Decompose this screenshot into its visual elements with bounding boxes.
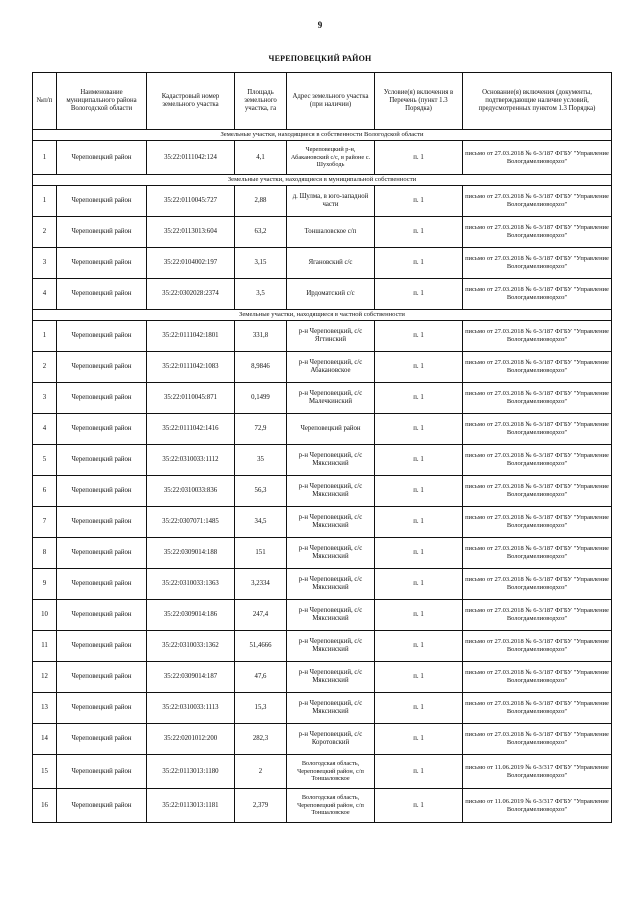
table-row	[33, 538, 612, 569]
cell-municipality: Череповецкий район	[57, 507, 147, 538]
section-title: Земельные участки, находящиеся в частной собственности	[33, 310, 612, 321]
cell-address: р-н Череповецкий, с/с Мяксинский	[287, 631, 375, 662]
table-row	[33, 662, 612, 693]
cell-address: Ягановский с/с	[287, 248, 375, 279]
cell-cadastral: 35:22:0110045:871	[147, 383, 235, 414]
table-row	[33, 141, 612, 175]
header-address: Адрес земельного участка (при наличии)	[287, 73, 375, 130]
cell-num: 14	[33, 724, 57, 755]
cell-condition: п. 1	[375, 383, 463, 414]
cell-municipality: Череповецкий район	[57, 755, 147, 789]
cell-cadastral: 35:22:0310033:1112	[147, 445, 235, 476]
cell-municipality: Череповецкий район	[57, 631, 147, 662]
cell-municipality: Череповецкий район	[57, 693, 147, 724]
cell-address: д. Шулма, в юго-западной части	[287, 186, 375, 217]
cell-address: Ирдоматский с/с	[287, 279, 375, 310]
cell-num: 8	[33, 538, 57, 569]
header-area: Площадь земельного участка, га	[235, 73, 287, 130]
cell-num: 11	[33, 631, 57, 662]
cell-basis: письмо от 11.06.2019 № 6-3/317 ФГБУ "Управление Вологдамелиоводхоз"	[463, 755, 612, 789]
cell-condition: п. 1	[375, 445, 463, 476]
cell-num: 13	[33, 693, 57, 724]
cell-municipality: Череповецкий район	[57, 321, 147, 352]
cell-area: 151	[235, 538, 287, 569]
cell-area: 56,3	[235, 476, 287, 507]
cell-cadastral: 35:22:0113013:1181	[147, 789, 235, 823]
cell-cadastral: 35:22:0111042:1083	[147, 352, 235, 383]
cell-area: 0,1499	[235, 383, 287, 414]
cell-basis: письмо от 27.03.2018 № 6-3/187 ФГБУ "Управление Вологдамелиоводхоз"	[463, 507, 612, 538]
cell-municipality: Череповецкий район	[57, 662, 147, 693]
cell-basis: письмо от 27.03.2018 № 6-3/187 ФГБУ "Управление Вологдамелиоводхоз"	[463, 476, 612, 507]
cell-num: 1	[33, 321, 57, 352]
cell-basis: письмо от 27.03.2018 № 6-3/187 ФГБУ "Управление Вологдамелиоводхоз"	[463, 724, 612, 755]
cell-area: 34,5	[235, 507, 287, 538]
header-num: №п/п	[33, 73, 57, 130]
cell-num: 10	[33, 600, 57, 631]
cell-address: Череповецкий район	[287, 414, 375, 445]
table-row	[33, 600, 612, 631]
cell-num: 6	[33, 476, 57, 507]
cell-cadastral: 35:22:0310033:1113	[147, 693, 235, 724]
section-title: Земельные участки, находящиеся в муниципальной собственности	[33, 175, 612, 186]
table-row	[33, 248, 612, 279]
cell-num: 4	[33, 414, 57, 445]
cell-basis: письмо от 27.03.2018 № 6-3/187 ФГБУ "Управление Вологдамелиоводхоз"	[463, 538, 612, 569]
cell-area: 51,4666	[235, 631, 287, 662]
section-header-row	[33, 310, 612, 321]
cell-num: 9	[33, 569, 57, 600]
cell-condition: п. 1	[375, 186, 463, 217]
cell-condition: п. 1	[375, 321, 463, 352]
cell-area: 3,5	[235, 279, 287, 310]
cell-address: р-н Череповецкий, с/с Мяксинский	[287, 538, 375, 569]
cell-cadastral: 35:22:0111042:1416	[147, 414, 235, 445]
section-title: Земельные участки, находящиеся в собственности Вологодской области	[33, 130, 612, 141]
cell-cadastral: 35:22:0104002:197	[147, 248, 235, 279]
cell-condition: п. 1	[375, 569, 463, 600]
cell-address: р-н Череповецкий, с/с Мяксинский	[287, 507, 375, 538]
cell-cadastral: 35:22:0310033:1362	[147, 631, 235, 662]
cell-num: 15	[33, 755, 57, 789]
cell-condition: п. 1	[375, 279, 463, 310]
cell-municipality: Череповецкий район	[57, 600, 147, 631]
cell-area: 72,9	[235, 414, 287, 445]
table-row	[33, 383, 612, 414]
table-row	[33, 352, 612, 383]
cell-address: р-н Череповецкий, с/с Мяксинский	[287, 445, 375, 476]
cell-num: 1	[33, 186, 57, 217]
cell-basis: письмо от 27.03.2018 № 6-3/187 ФГБУ "Управление Вологдамелиоводхоз"	[463, 279, 612, 310]
cell-municipality: Череповецкий район	[57, 414, 147, 445]
cell-cadastral: 35:22:0307071:1485	[147, 507, 235, 538]
cell-condition: п. 1	[375, 217, 463, 248]
table-row	[33, 569, 612, 600]
cell-municipality: Череповецкий район	[57, 476, 147, 507]
header-cadastral: Кадастровый номер земельного участка	[147, 73, 235, 130]
cell-municipality: Череповецкий район	[57, 217, 147, 248]
cell-area: 4,1	[235, 141, 287, 175]
cell-cadastral: 35:22:0309014:188	[147, 538, 235, 569]
cell-address: р-н Череповецкий, с/с Мяксинский	[287, 569, 375, 600]
cell-municipality: Череповецкий район	[57, 789, 147, 823]
cell-condition: п. 1	[375, 414, 463, 445]
cell-basis: письмо от 11.06.2019 № 6-3/317 ФГБУ "Управление Вологдамелиоводхоз"	[463, 789, 612, 823]
table-row	[33, 279, 612, 310]
cell-basis: письмо от 27.03.2018 № 6-3/187 ФГБУ "Управление Вологдамелиоводхоз"	[463, 693, 612, 724]
cell-num: 1	[33, 141, 57, 175]
cell-basis: письмо от 27.03.2018 № 6-3/187 ФГБУ "Управление Вологдамелиоводхоз"	[463, 321, 612, 352]
cell-condition: п. 1	[375, 141, 463, 175]
cell-condition: п. 1	[375, 724, 463, 755]
cell-cadastral: 35:22:0111042:1801	[147, 321, 235, 352]
cell-municipality: Череповецкий район	[57, 248, 147, 279]
table-row	[33, 414, 612, 445]
table-body	[33, 130, 612, 823]
cell-area: 8,9846	[235, 352, 287, 383]
cell-area: 2,88	[235, 186, 287, 217]
cell-condition: п. 1	[375, 789, 463, 823]
cell-area: 63,2	[235, 217, 287, 248]
cell-area: 247,4	[235, 600, 287, 631]
cell-num: 16	[33, 789, 57, 823]
cell-area: 35	[235, 445, 287, 476]
cell-condition: п. 1	[375, 352, 463, 383]
table-row	[33, 789, 612, 823]
cell-address: Вологодская область, Череповецкий район, с/п Тоншаловское	[287, 755, 375, 789]
page-number: 9	[317, 20, 323, 30]
header-municipality: Наименование муниципального района Вологодской области	[57, 73, 147, 130]
cell-basis: письмо от 27.03.2018 № 6-3/187 ФГБУ "Управление Вологдамелиоводхоз"	[463, 186, 612, 217]
table-row	[33, 217, 612, 248]
cell-cadastral: 35:22:0113013:1180	[147, 755, 235, 789]
cell-area: 3,2334	[235, 569, 287, 600]
cell-area: 331,8	[235, 321, 287, 352]
cell-cadastral: 35:22:0111042:124	[147, 141, 235, 175]
cell-municipality: Череповецкий район	[57, 279, 147, 310]
cell-municipality: Череповецкий район	[57, 569, 147, 600]
cell-basis: письмо от 27.03.2018 № 6-3/187 ФГБУ "Управление Вологдамелиоводхоз"	[463, 631, 612, 662]
cell-cadastral: 35:22:0201012:200	[147, 724, 235, 755]
cell-condition: п. 1	[375, 662, 463, 693]
cell-municipality: Череповецкий район	[57, 186, 147, 217]
cell-area: 282,3	[235, 724, 287, 755]
cell-num: 4	[33, 279, 57, 310]
cell-basis: письмо от 27.03.2018 № 6-3/187 ФГБУ "Управление Вологдамелиоводхоз"	[463, 141, 612, 175]
header-basis: Основание(я) включения (документы, подтверждающие наличие условий, предусмотренных пунктом 1.3 Порядка)	[463, 73, 612, 130]
cell-condition: п. 1	[375, 600, 463, 631]
cell-municipality: Череповецкий район	[57, 141, 147, 175]
cell-address: р-н Череповецкий, с/с Ягтинский	[287, 321, 375, 352]
land-plots-table	[32, 72, 612, 823]
cell-cadastral: 35:22:0310033:836	[147, 476, 235, 507]
cell-num: 3	[33, 383, 57, 414]
table-header-row	[33, 73, 612, 130]
cell-cadastral: 35:22:0310033:1363	[147, 569, 235, 600]
cell-address: р-н Череповецкий, с/с Коротовский	[287, 724, 375, 755]
cell-basis: письмо от 27.03.2018 № 6-3/187 ФГБУ "Управление Вологдамелиоводхоз"	[463, 352, 612, 383]
cell-basis: письмо от 27.03.2018 № 6-3/187 ФГБУ "Управление Вологдамелиоводхоз"	[463, 569, 612, 600]
cell-address: р-н Череповецкий, с/с Абакановское	[287, 352, 375, 383]
cell-condition: п. 1	[375, 631, 463, 662]
cell-cadastral: 35:22:0110045:727	[147, 186, 235, 217]
cell-address: р-н Череповецкий, с/с Малечкинский	[287, 383, 375, 414]
table-row	[33, 507, 612, 538]
cell-num: 7	[33, 507, 57, 538]
cell-basis: письмо от 27.03.2018 № 6-3/187 ФГБУ "Управление Вологдамелиоводхоз"	[463, 600, 612, 631]
cell-address: Вологодская область, Череповецкий район, с/п Тоншаловское	[287, 789, 375, 823]
cell-municipality: Череповецкий район	[57, 724, 147, 755]
table-row	[33, 755, 612, 789]
cell-municipality: Череповецкий район	[57, 445, 147, 476]
cell-area: 2	[235, 755, 287, 789]
cell-cadastral: 35:22:0302028:2374	[147, 279, 235, 310]
section-header-row	[33, 175, 612, 186]
table-row	[33, 321, 612, 352]
cell-basis: письмо от 27.03.2018 № 6-3/187 ФГБУ "Управление Вологдамелиоводхоз"	[463, 248, 612, 279]
cell-condition: п. 1	[375, 755, 463, 789]
table-row	[33, 186, 612, 217]
cell-basis: письмо от 27.03.2018 № 6-3/187 ФГБУ "Управление Вологдамелиоводхоз"	[463, 414, 612, 445]
cell-address: р-н Череповецкий, с/с Мяксинский	[287, 600, 375, 631]
cell-address: р-н Череповецкий, с/с Мяксинский	[287, 693, 375, 724]
table-row	[33, 693, 612, 724]
cell-condition: п. 1	[375, 693, 463, 724]
table-row	[33, 476, 612, 507]
cell-area: 15,3	[235, 693, 287, 724]
table-row	[33, 631, 612, 662]
cell-basis: письмо от 27.03.2018 № 6-3/187 ФГБУ "Управление Вологдамелиоводхоз"	[463, 383, 612, 414]
cell-basis: письмо от 27.03.2018 № 6-3/187 ФГБУ "Управление Вологдамелиоводхоз"	[463, 217, 612, 248]
cell-num: 2	[33, 217, 57, 248]
cell-address: Череповецкий р-н, Абакановский с/с, в районе с. Шухободь	[287, 141, 375, 175]
cell-cadastral: 35:22:0309014:186	[147, 600, 235, 631]
cell-condition: п. 1	[375, 538, 463, 569]
cell-area: 47,6	[235, 662, 287, 693]
cell-basis: письмо от 27.03.2018 № 6-3/187 ФГБУ "Управление Вологдамелиоводхоз"	[463, 662, 612, 693]
cell-address: р-н Череповецкий, с/с Мяксинский	[287, 662, 375, 693]
cell-condition: п. 1	[375, 248, 463, 279]
cell-num: 12	[33, 662, 57, 693]
table-row	[33, 724, 612, 755]
cell-basis: письмо от 27.03.2018 № 6-3/187 ФГБУ "Управление Вологдамелиоводхоз"	[463, 445, 612, 476]
cell-condition: п. 1	[375, 476, 463, 507]
cell-municipality: Череповецкий район	[57, 352, 147, 383]
cell-area: 3,15	[235, 248, 287, 279]
page-title: ЧЕРЕПОВЕЦКИЙ РАЙОН	[268, 54, 372, 63]
cell-num: 2	[33, 352, 57, 383]
cell-municipality: Череповецкий район	[57, 538, 147, 569]
cell-num: 3	[33, 248, 57, 279]
cell-condition: п. 1	[375, 507, 463, 538]
cell-num: 5	[33, 445, 57, 476]
cell-area: 2,379	[235, 789, 287, 823]
cell-address: р-н Череповецкий, с/с Мяксинский	[287, 476, 375, 507]
cell-municipality: Череповецкий район	[57, 383, 147, 414]
cell-address: Тоншаловское с/п	[287, 217, 375, 248]
cell-cadastral: 35:22:0309014:187	[147, 662, 235, 693]
table-row	[33, 445, 612, 476]
cell-cadastral: 35:22:0113013:604	[147, 217, 235, 248]
section-header-row	[33, 130, 612, 141]
header-condition: Условие(я) включения в Перечень (пункт 1.3 Порядка)	[375, 73, 463, 130]
